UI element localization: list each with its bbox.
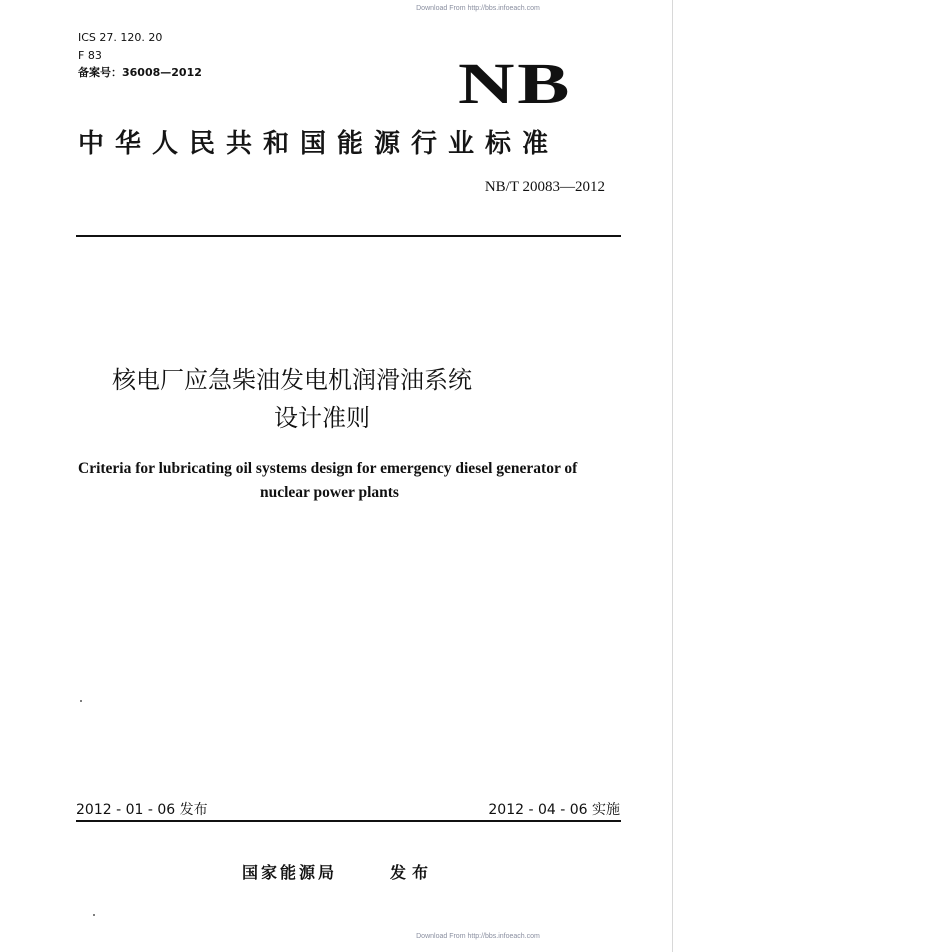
scan-speck [80,700,82,702]
viewer-blank-area [673,0,950,952]
record-number: 备案号：36008—2012 [78,66,202,79]
issue-date: 2012 - 01 - 06 发布 [76,802,208,818]
chinese-title-line1: 核电厂应急柴油发电机润滑油系统 [112,366,472,394]
ccs-code: F 83 [78,49,102,62]
bottom-divider [76,820,621,822]
scan-speck [93,914,95,916]
watermark-bottom: Download From http://bbs.infoeach.com [416,933,540,940]
english-title-line1: Criteria for lubricating oil systems design for emergency diesel generator of [78,460,578,477]
english-title-line2: nuclear power plants [260,484,399,501]
ics-code: ICS 27. 120. 20 [78,31,163,44]
publisher-issue-label: 发布 [390,863,435,882]
top-divider [76,235,621,237]
watermark-top: Download From http://bbs.infoeach.com [416,5,540,12]
standard-title: 中华人民共和国能源行业标准 [78,129,560,159]
publisher-name: 国家能源局 [242,863,338,882]
chinese-title-line2: 设计准则 [274,404,370,432]
nb-logo: NB [458,51,573,116]
implementation-date: 2012 - 04 - 06 实施 [488,802,620,818]
standard-number: NB/T 20083—2012 [484,179,605,195]
